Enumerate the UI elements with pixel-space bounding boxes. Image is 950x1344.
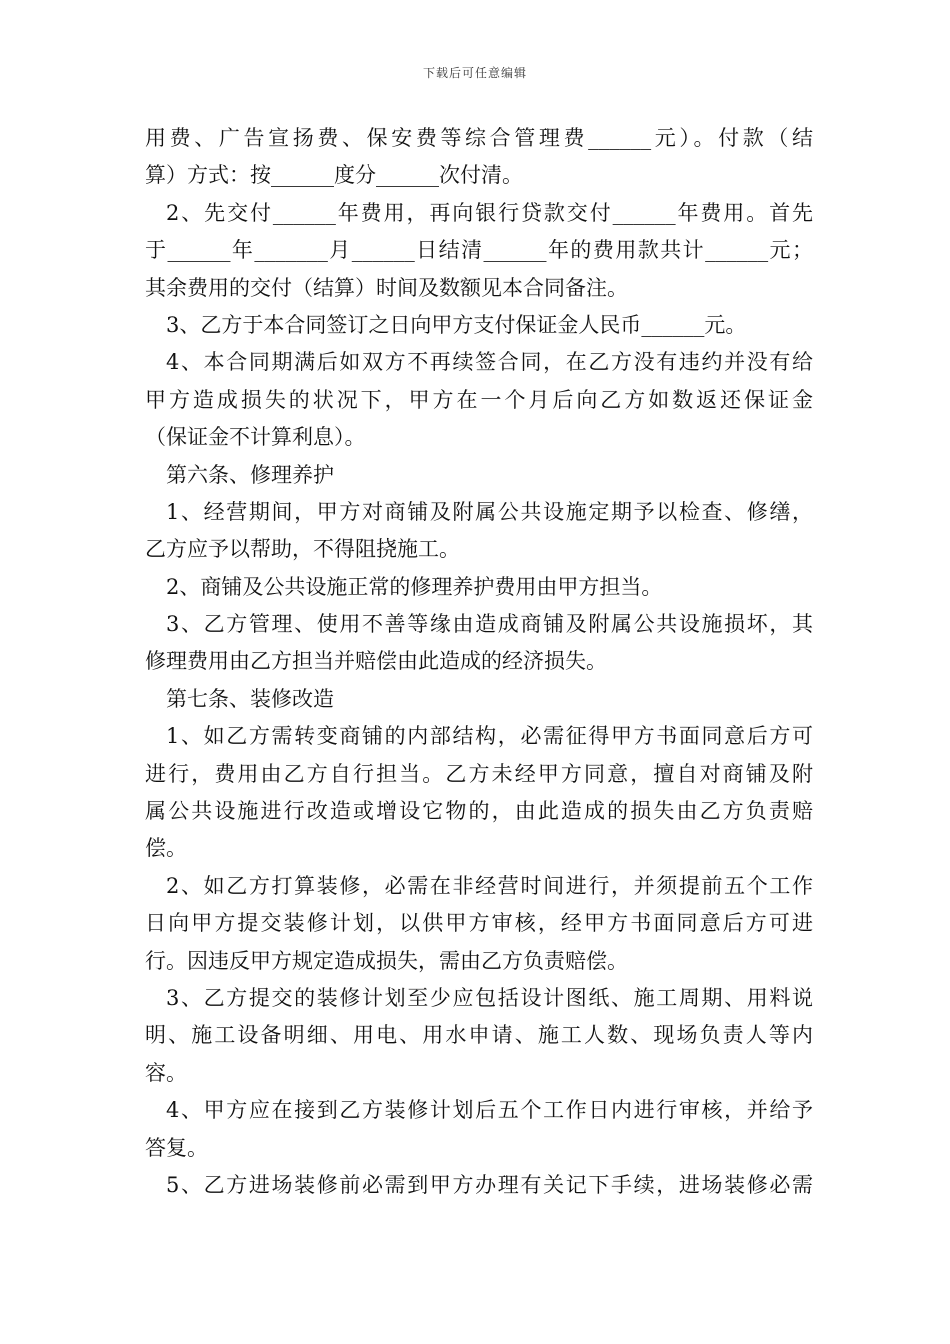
header-note: 下载后可任意编辑 — [422, 66, 527, 80]
text-line: 2、先交付______年费用，再向银行贷款交付______年费用。首先 — [166, 200, 813, 225]
text-line: 5、乙方进场装修前必需到甲方办理有关记下手续，进场装修必需 — [166, 1172, 813, 1197]
text-line: 4、甲方应在接到乙方装修计划后五个工作日内进行审核，并给予 — [166, 1098, 813, 1123]
text-line: 2、如乙方打算装修，必需在非经营时间进行，并须提前五个工作 — [166, 873, 813, 898]
text-line: 2、商铺及公共设施正常的修理养护费用由甲方担当。 — [166, 574, 663, 599]
text-line: 明、施工设备明细、用电、用水申请、施工人数、现场负责人等内 — [145, 1023, 813, 1048]
text-line: 修理费用由乙方担当并赔偿由此造成的经济损失。 — [145, 649, 607, 674]
text-line: 第六条、修理养护 — [166, 462, 334, 487]
contract-body — [145, 120, 813, 1204]
text-line: 其余费用的交付（结算）时间及数额见本合同备注。 — [145, 275, 628, 300]
text-line: 行。因违反甲方规定造成损失，需由乙方负责赔偿。 — [145, 948, 628, 973]
text-line: 容。 — [145, 1060, 187, 1085]
text-line: 算）方式：按______度分______次付清。 — [145, 163, 523, 188]
text-line: 4、本合同期满后如双方不再续签合同，在乙方没有违约并没有给 — [166, 350, 813, 375]
text-line: 答复。 — [145, 1135, 208, 1160]
text-line: 日向甲方提交装修计划，以供甲方审核，经甲方书面同意后方可进 — [145, 911, 813, 936]
text-line: （保证金不计算利息）。 — [145, 425, 366, 450]
text-line: 偿。 — [145, 836, 187, 861]
text-line: 1、如乙方需转变商铺的内部结构，必需征得甲方书面同意后方可 — [166, 724, 813, 749]
text-line: 进行，费用由乙方自行担当。乙方未经甲方同意，擅自对商铺及附 — [145, 761, 813, 786]
text-line: 3、乙方提交的装修计划至少应包括设计图纸、施工周期、用料说 — [166, 985, 813, 1010]
text-line: 乙方应予以帮助，不得阻挠施工。 — [145, 537, 460, 562]
text-line: 属公共设施进行改造或增设它物的，由此造成的损失由乙方负责赔 — [145, 799, 813, 824]
text-line: 第七条、装修改造 — [166, 686, 334, 711]
text-line: 1、经营期间，甲方对商铺及附属公共设施定期予以检查、修缮， — [166, 499, 813, 524]
text-line: 于______年_______月______日结清______年的费用款共计______元； — [145, 238, 813, 263]
text-line: 3、乙方管理、使用不善等缘由造成商铺及附属公共设施损坏，其 — [166, 612, 813, 637]
text-line: 3、乙方于本合同签订之日向甲方支付保证金人民币______元。 — [166, 312, 747, 337]
text-line: 甲方造成损失的状况下，甲方在一个月后向乙方如数返还保证金 — [145, 387, 813, 412]
text-line: 用费、广告宣扬费、保安费等综合管理费______元）。付款（结 — [145, 126, 813, 150]
